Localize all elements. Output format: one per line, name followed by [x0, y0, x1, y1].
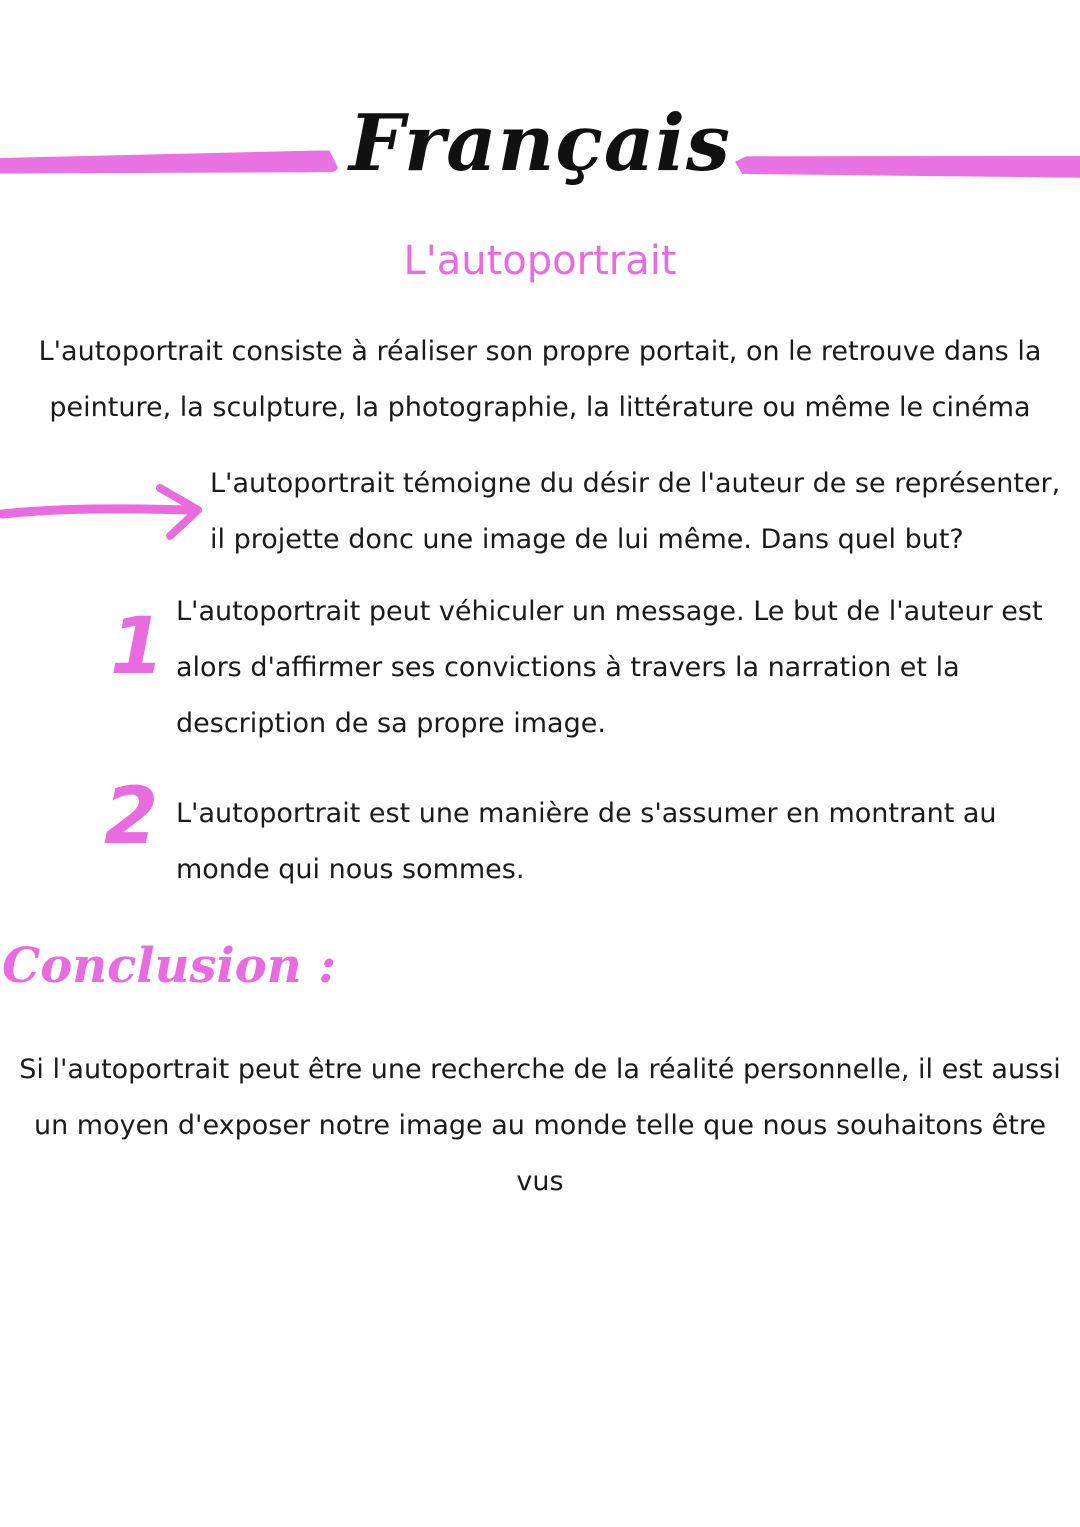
arrow-note-text: L'autoportrait témoigne du désir de l'auteur de se représenter, il projette donc une image de lui même. Dans quel but?	[210, 468, 1061, 555]
conclusion-heading: Conclusion :	[2, 938, 337, 994]
page-title: Français	[349, 98, 731, 189]
point-2-text: L'autoportrait est une manière de s'assumer en montrant au monde qui nous sommes.	[176, 798, 997, 885]
point-number-1: 1	[110, 602, 165, 692]
right-arrow-icon	[0, 478, 210, 548]
conclusion-text: Si l'autoportrait peut être une recherche de la réalité personnelle, il est aussi un moyen d'exposer notre image au monde telle que nous souhaitons être vus	[19, 1054, 1061, 1197]
page-subtitle: L'autoportrait	[403, 238, 677, 284]
point-1-text: L'autoportrait peut véhiculer un message. Le but de l'auteur est alors d'affirmer ses convictions à travers la narration et la description de sa propre image.	[176, 596, 1043, 739]
intro-paragraph: L'autoportrait consiste à réaliser son propre portait, on le retrouve dans la peinture, la sculpture, la photographie, la littérature ou même le cinéma	[38, 336, 1042, 423]
point-number-2: 2	[104, 772, 159, 862]
